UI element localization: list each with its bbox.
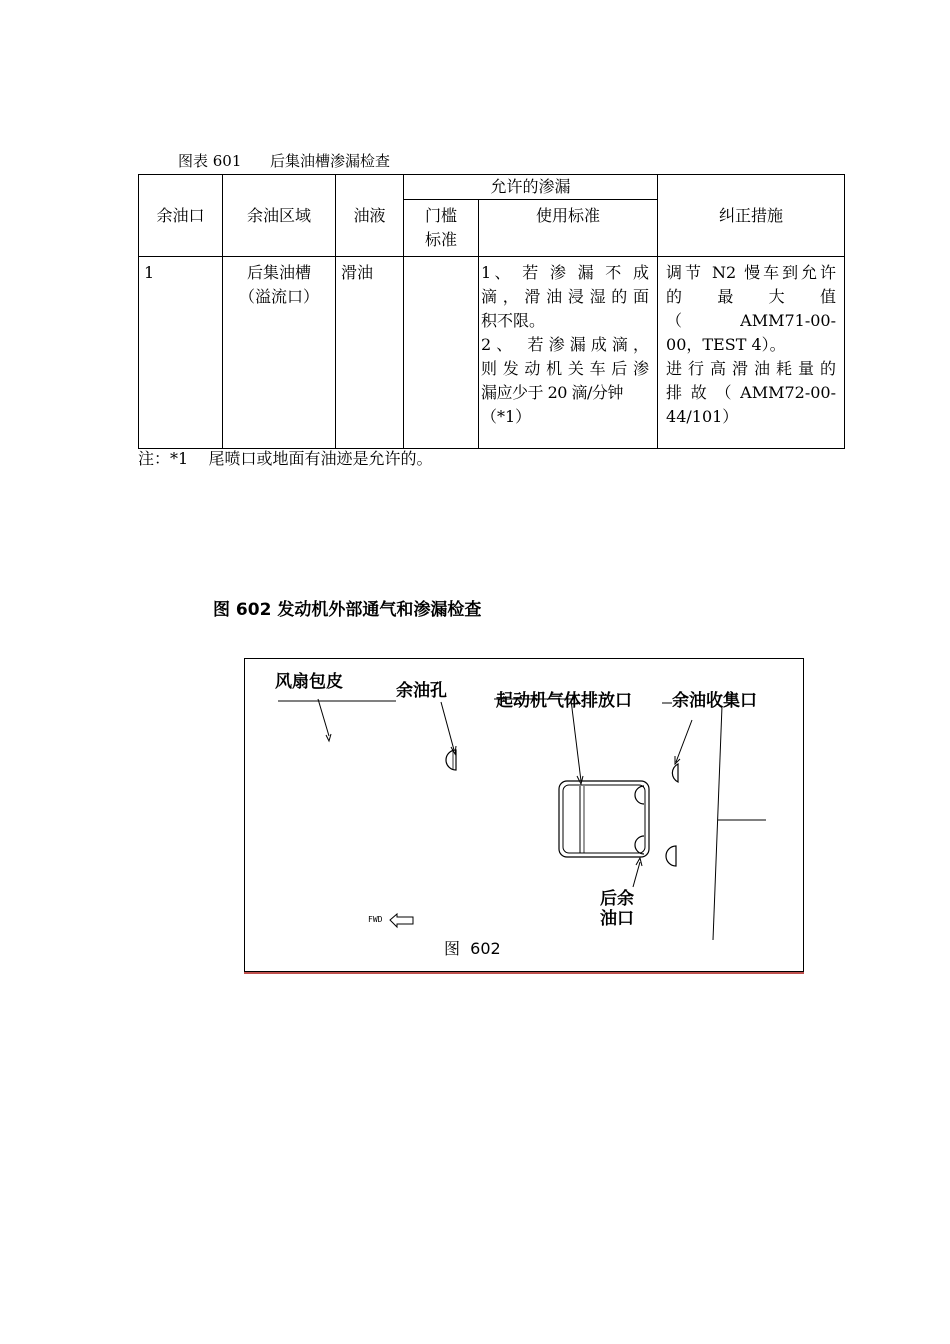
leak-check-table (138, 174, 845, 449)
table-row (139, 257, 845, 449)
header-allowed-leak: 允许的渗漏 (404, 175, 658, 200)
drain-hole-leader (441, 702, 454, 750)
usage-line: 2、 若渗漏成滴， (481, 335, 650, 354)
header-area: 余油区域 (223, 175, 336, 257)
action-line: 44/101） (666, 407, 739, 426)
cell-area: 后集油槽 （溢流口） (223, 257, 336, 449)
header-corrective-action: 纠正措施 (658, 175, 845, 257)
drain-collector-leader (676, 720, 692, 762)
cell-usage-standard (479, 257, 658, 449)
usage-line: （*1） (481, 407, 532, 426)
label-drain-hole: 余油孔 (396, 681, 447, 701)
arrowhead-icon (577, 776, 583, 784)
usage-line: 1、 若 渗 漏 不 成 (481, 263, 650, 282)
usage-line: 漏应少于 20 滴/分钟 (481, 383, 623, 402)
engine-outline-line (713, 706, 722, 940)
action-line: 进行高滑油耗量的 (666, 359, 837, 378)
fwd-arrow-icon (390, 914, 413, 927)
header-usage-standard: 使用标准 (479, 200, 658, 257)
action-line: 的 最 大 值 (666, 287, 837, 306)
label-rear-drain-line: 后余 (600, 889, 634, 909)
action-line: 调节 N2 慢车到允许 (666, 263, 837, 282)
table-caption: 图表 601 后集油槽渗漏检查 (178, 152, 391, 170)
label-fwd: FWD (368, 915, 383, 924)
fan-cowl-leader-arrow (318, 699, 329, 736)
usage-line: 积不限。 (481, 311, 546, 330)
cell-fluid: 滑油 (336, 257, 404, 449)
starter-exhaust-port (563, 785, 645, 853)
label-figure-number: 图 602 (444, 939, 501, 958)
usage-line: 则发动机关车后渗 (481, 359, 650, 378)
label-rear-drain-line: 油口 (600, 909, 634, 929)
rear-drain-leader (633, 862, 640, 887)
cell-corrective-action (658, 257, 845, 449)
action-line: 00，TEST 4）。 (666, 335, 786, 354)
cell-drain: 1 (139, 257, 223, 449)
action-line: （ AMM71-00- (666, 311, 837, 330)
cell-threshold (404, 257, 479, 449)
label-rear-drain (600, 889, 634, 929)
figure-title: 图 602 发动机外部通气和渗漏检查 (213, 600, 482, 620)
rear-drain-icon (635, 786, 644, 804)
header-threshold: 门槛 标准 (404, 200, 479, 257)
usage-line: 滴，滑油浸湿的面 (481, 287, 650, 306)
table-note: 注：*1 尾喷口或地面有油迹是允许的。 (138, 449, 433, 468)
action-line: 排 故 （ AMM72-00- (666, 383, 837, 402)
starter-exhaust-leader (571, 700, 581, 781)
label-drain-collector: 余油收集口 (672, 691, 757, 711)
label-starter-exhaust: 起动机气体排放口 (496, 691, 632, 711)
label-fan-cowl: 风扇包皮 (275, 672, 343, 692)
drain-collector-icon (672, 764, 678, 782)
header-fluid: 油液 (336, 175, 404, 257)
engine-leak-diagram (244, 658, 804, 972)
header-drain: 余油口 (139, 175, 223, 257)
drain-collector-icon (666, 846, 676, 866)
